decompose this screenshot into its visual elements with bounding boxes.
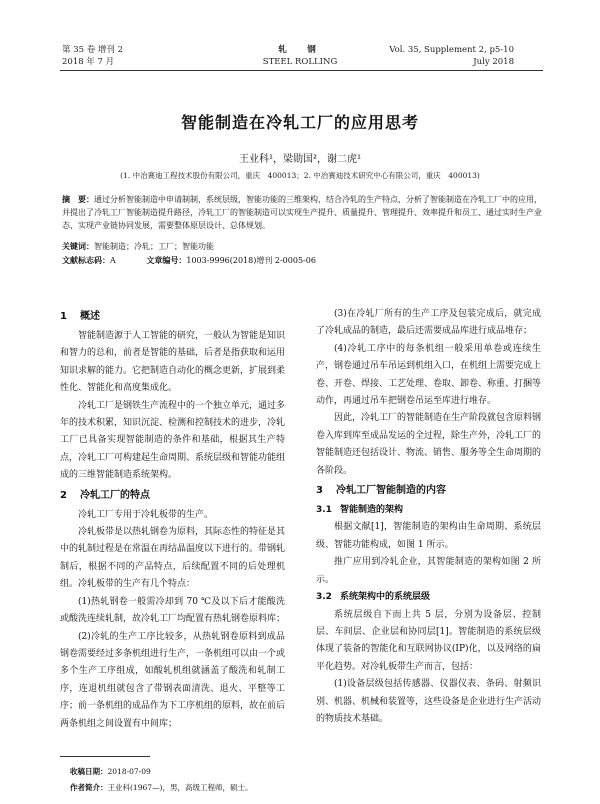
received-date: [70, 766, 151, 778]
keywords-label: 关键词：: [62, 242, 94, 251]
paragraph: 根据文献[1]，智能制造的架构由生命周期、系统层级、智能功能构成，如图 1 所示。: [316, 522, 541, 550]
abstract: [62, 193, 544, 232]
paragraph: (1)热轧钢卷一般需冷却到 70 ℃及以下后才能酸洗或酸洗连续轧制，故冷轧工厂均配置有热轧钢卷原料库；: [60, 596, 286, 625]
paragraph: 推广应用到冷轧企业，其智能制造的架构如图 2 所示。: [316, 557, 541, 585]
publication-date-en: July 2018: [473, 57, 514, 67]
paragraph: 智能制造源于人工智能的研究，一般认为智能是知识和智力的总和，前者是智能的基础，后者是指获取和运用知识求解的能力。它把制造自动化的概念更新，扩展到柔性化、智能化和高度集成化。: [60, 331, 286, 394]
article-number-label: 文章编号：: [146, 256, 187, 265]
section-heading: 1 概述: [60, 311, 100, 322]
article-number-value: 1003-9996(2018)增刊 2-0005-06: [186, 256, 316, 265]
section-heading: 3 冷轧工厂智能制造的内容: [316, 485, 446, 497]
subsection-heading: 3.1 智能制造的架构: [316, 505, 404, 516]
publication-date: 2018 年 7 月: [62, 57, 115, 67]
volume-issue: 第 35 卷 增刊 2: [62, 45, 124, 55]
received-value: 2018-07-09: [107, 767, 151, 776]
received-label: 收稿日期：: [70, 767, 108, 776]
paper-title: 智能制造在冷轧工厂的应用思考: [180, 113, 419, 132]
paragraph: (3)在冷轧厂所有的生产工序及包装完成后，就完成了冷轧成品的制造，最后还需要成品库进行成品堆存；: [316, 309, 541, 337]
doc-code-label: 文献标志码：: [62, 256, 110, 265]
header-divider: [60, 70, 543, 71]
volume-pages-en: Vol. 35, Supplement 2, p5-10: [389, 45, 514, 55]
paragraph: (2)冷轧的生产工序比较多，从热轧钢卷原料到成品钢卷需要经过多条机组进行生产，一条机组可以由一个或多个生产工序组成，如酸轧机组就涵盖了酸洗和轧制工序，连退机组就包含了带钢表面清洗、退火、平整等工序；前一条机组的成品作为下工序机组的原料，故在前后两条机组之间设置有中间库；: [60, 631, 286, 729]
abstract-text: 通过分析智能制造中申请制制，系统层级，智能功能的三维架构，结合冷轧的生产特点，分析了智能制造在冷轧工厂中的应用，并提出了冷轧工厂智能制造提升路径，冷轧工厂的智能制造可以实现生产提升、质量提升、管理提升、效率提升和员工、通过实时生产业态，实现产业链协同发展，需要整体原层设计、总体规划。: [62, 195, 542, 230]
section-heading: 2 冷轧工厂的特点: [60, 489, 150, 501]
journal-volume-info-en: [389, 44, 514, 68]
paragraph: (4)冷轧工序中的每条机组一般采用单卷或连续生产，钢卷通过吊车吊运到机组入口，在机组上需要完成上卷、开卷、焊接、工艺处理、卷取、卸卷、称重、打捆等动作，再通过吊车把钢卷吊运至库进行堆存。: [316, 343, 542, 407]
paragraph: 冷轧工厂专用于冷轧板带的生产。: [78, 509, 214, 520]
paragraph: 冷轧工厂是钢铁生产流程中的一个独立单元，通过多年的技术积累，知识沉淀、检测和控制技术的进步，冷轧工厂已具备实现智能制造的条件和基础，根据其生产特点，冷轧工厂可构建起生命周期、系统层级和智能功能组成的三维智能制造系统架构。: [60, 400, 286, 481]
body-column-right: [316, 306, 541, 728]
paragraph: 冷轧板带是以热轧钢卷为原料，其际态性的特征是其中的轧制过程是在常温在再结晶温度以下进行的。带钢轧制后，根据不同的产品特点，后续配置不同的后处理机组。冷轧板带的生产有几个特点：: [60, 527, 286, 590]
journal-name-cn: 轧 钢: [278, 45, 322, 55]
paragraph: 系统层级自下而上共 5 层，分别为设备层、控制层、车间层、企业层和协同层[1]。智能制造的系统层级体现了装备的智能化和互联网协议(IP)化，以及网络的扁平化趋势。对冷轧板带生产而言，包括：: [316, 609, 541, 672]
author-bio-label: 作者简介：: [70, 783, 108, 792]
keywords-text: 智能制造；冷轧；工厂；智能功能: [94, 242, 214, 251]
article-meta: [62, 254, 544, 267]
author-bio: [70, 782, 252, 794]
abstract-label: 摘 要：: [62, 195, 94, 204]
footnote-divider: [60, 756, 150, 757]
paragraph: 因此，冷轧工厂的智能制造在生产阶段就包含原料钢卷入库到库至成品发运的全过程，除生产外，冷轧工厂的智能制造还包括设计、物流、销售、服务等全生命周期的各阶段。: [316, 413, 542, 476]
paragraph: (1)设备层级包括传感器、仪器仪表、条码、射频识别、机器、机械和装置等，这些设备是企业进行生产活动的物质技术基础。: [316, 679, 542, 724]
paper-authors: 王业科¹，梁勋国²，谢二虎¹: [238, 154, 362, 165]
author-bio-value: 王业科(1967—)，男，高级工程师，硕士。: [107, 783, 253, 792]
author-affiliation: (1. 中冶赛迪工程技术股份有限公司，重庆 400013；2. 中冶赛迪技术研究中心有限公司，重庆 400013): [120, 171, 480, 180]
subsection-heading: 3.2 系统架构中的系统层级: [316, 592, 431, 603]
doc-code-value: A: [110, 256, 116, 265]
journal-name-en: STEEL ROLLING: [262, 57, 338, 67]
keywords: [62, 240, 544, 253]
body-column-left: [60, 306, 285, 733]
